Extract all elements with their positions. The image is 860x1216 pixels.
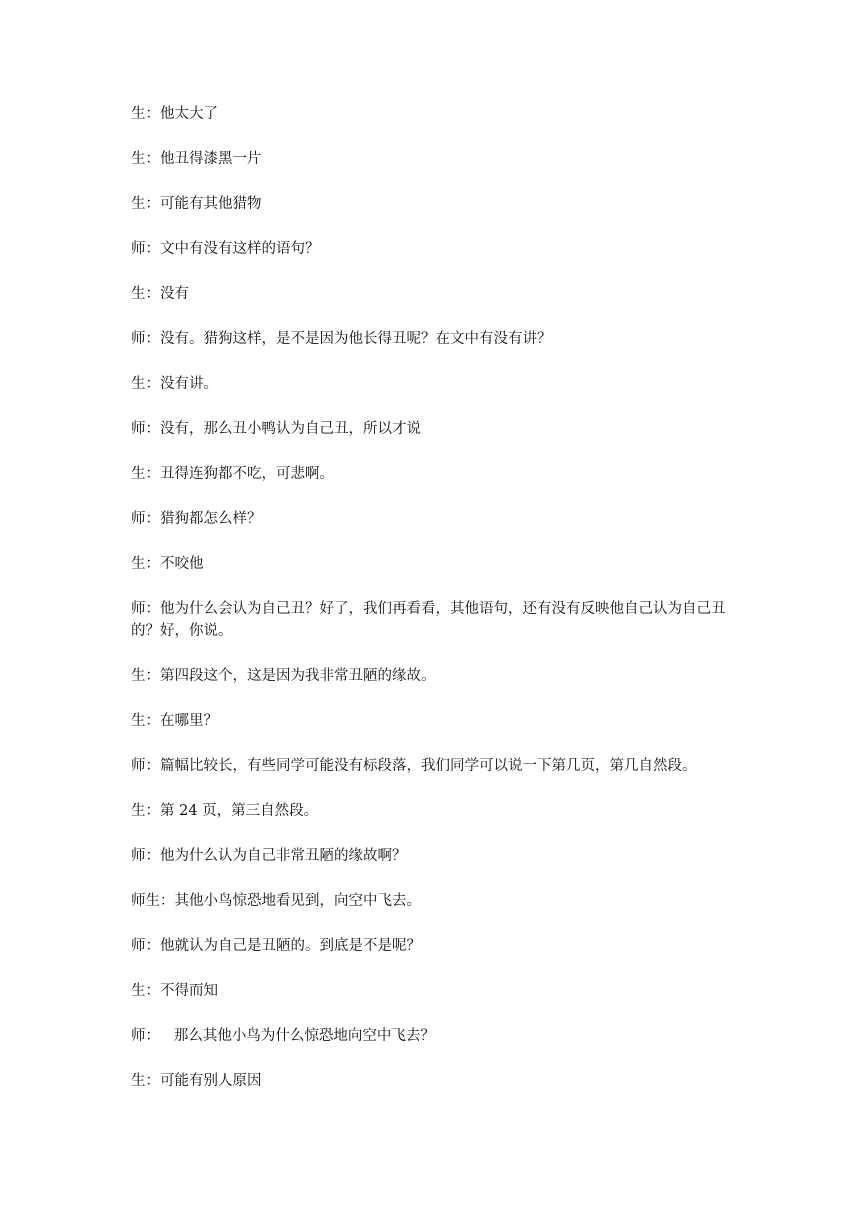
transcript-body: [131, 103, 741, 1092]
dialogue-line: 师：他就认为自己是丑陋的。到底是不是呢？: [131, 938, 421, 954]
dialogue-line: 生：不得而知: [131, 983, 218, 999]
dialogue-line: 生：在哪里？: [131, 713, 218, 729]
dialogue-line: 师：猎狗都怎么样？: [131, 511, 262, 527]
dialogue-line: 师：文中有没有这样的语句？: [131, 241, 320, 257]
dialogue-line: 生：丑得连狗都不吃，可悲啊。: [131, 466, 334, 482]
dialogue-line: 生：第四段这个，这是因为我非常丑陋的缘故。: [131, 668, 436, 684]
dialogue-line: 生：没有: [131, 286, 189, 302]
dialogue-line: 生：他太大了: [131, 106, 218, 122]
dialogue-line: 生：可能有其他猎物: [131, 196, 262, 212]
dialogue-line: 师：他为什么会认为自己丑？好了，我们再看看，其他语句，还有没有反映他自己认为自己丑的？好，你说。: [131, 601, 726, 639]
dialogue-line: 师：没有，那么丑小鸭认为自己丑，所以才说: [131, 421, 421, 437]
dialogue-line: 师：篇幅比较长，有些同学可能没有标段落，我们同学可以说一下第几页，第几自然段。: [131, 758, 697, 774]
dialogue-line: 生：他丑得漆黑一片: [131, 151, 262, 167]
dialogue-line: 生：可能有别人原因: [131, 1073, 262, 1089]
dialogue-line: 生：没有讲。: [131, 376, 218, 392]
dialogue-line: 生：第 24 页，第三自然段。: [131, 803, 319, 819]
dialogue-line: 生：不咬他: [131, 556, 204, 572]
dialogue-line: 师生：其他小鸟惊恐地看见到，向空中飞去。: [131, 893, 421, 909]
dialogue-line: 师：他为什么认为自己非常丑陋的缘故啊？: [131, 848, 407, 864]
dialogue-line: 师：没有。猎狗这样，是不是因为他长得丑呢？在文中有没有讲？: [131, 331, 552, 347]
dialogue-line: 师： 那么其他小鸟为什么惊恐地向空中飞去？: [131, 1028, 435, 1044]
